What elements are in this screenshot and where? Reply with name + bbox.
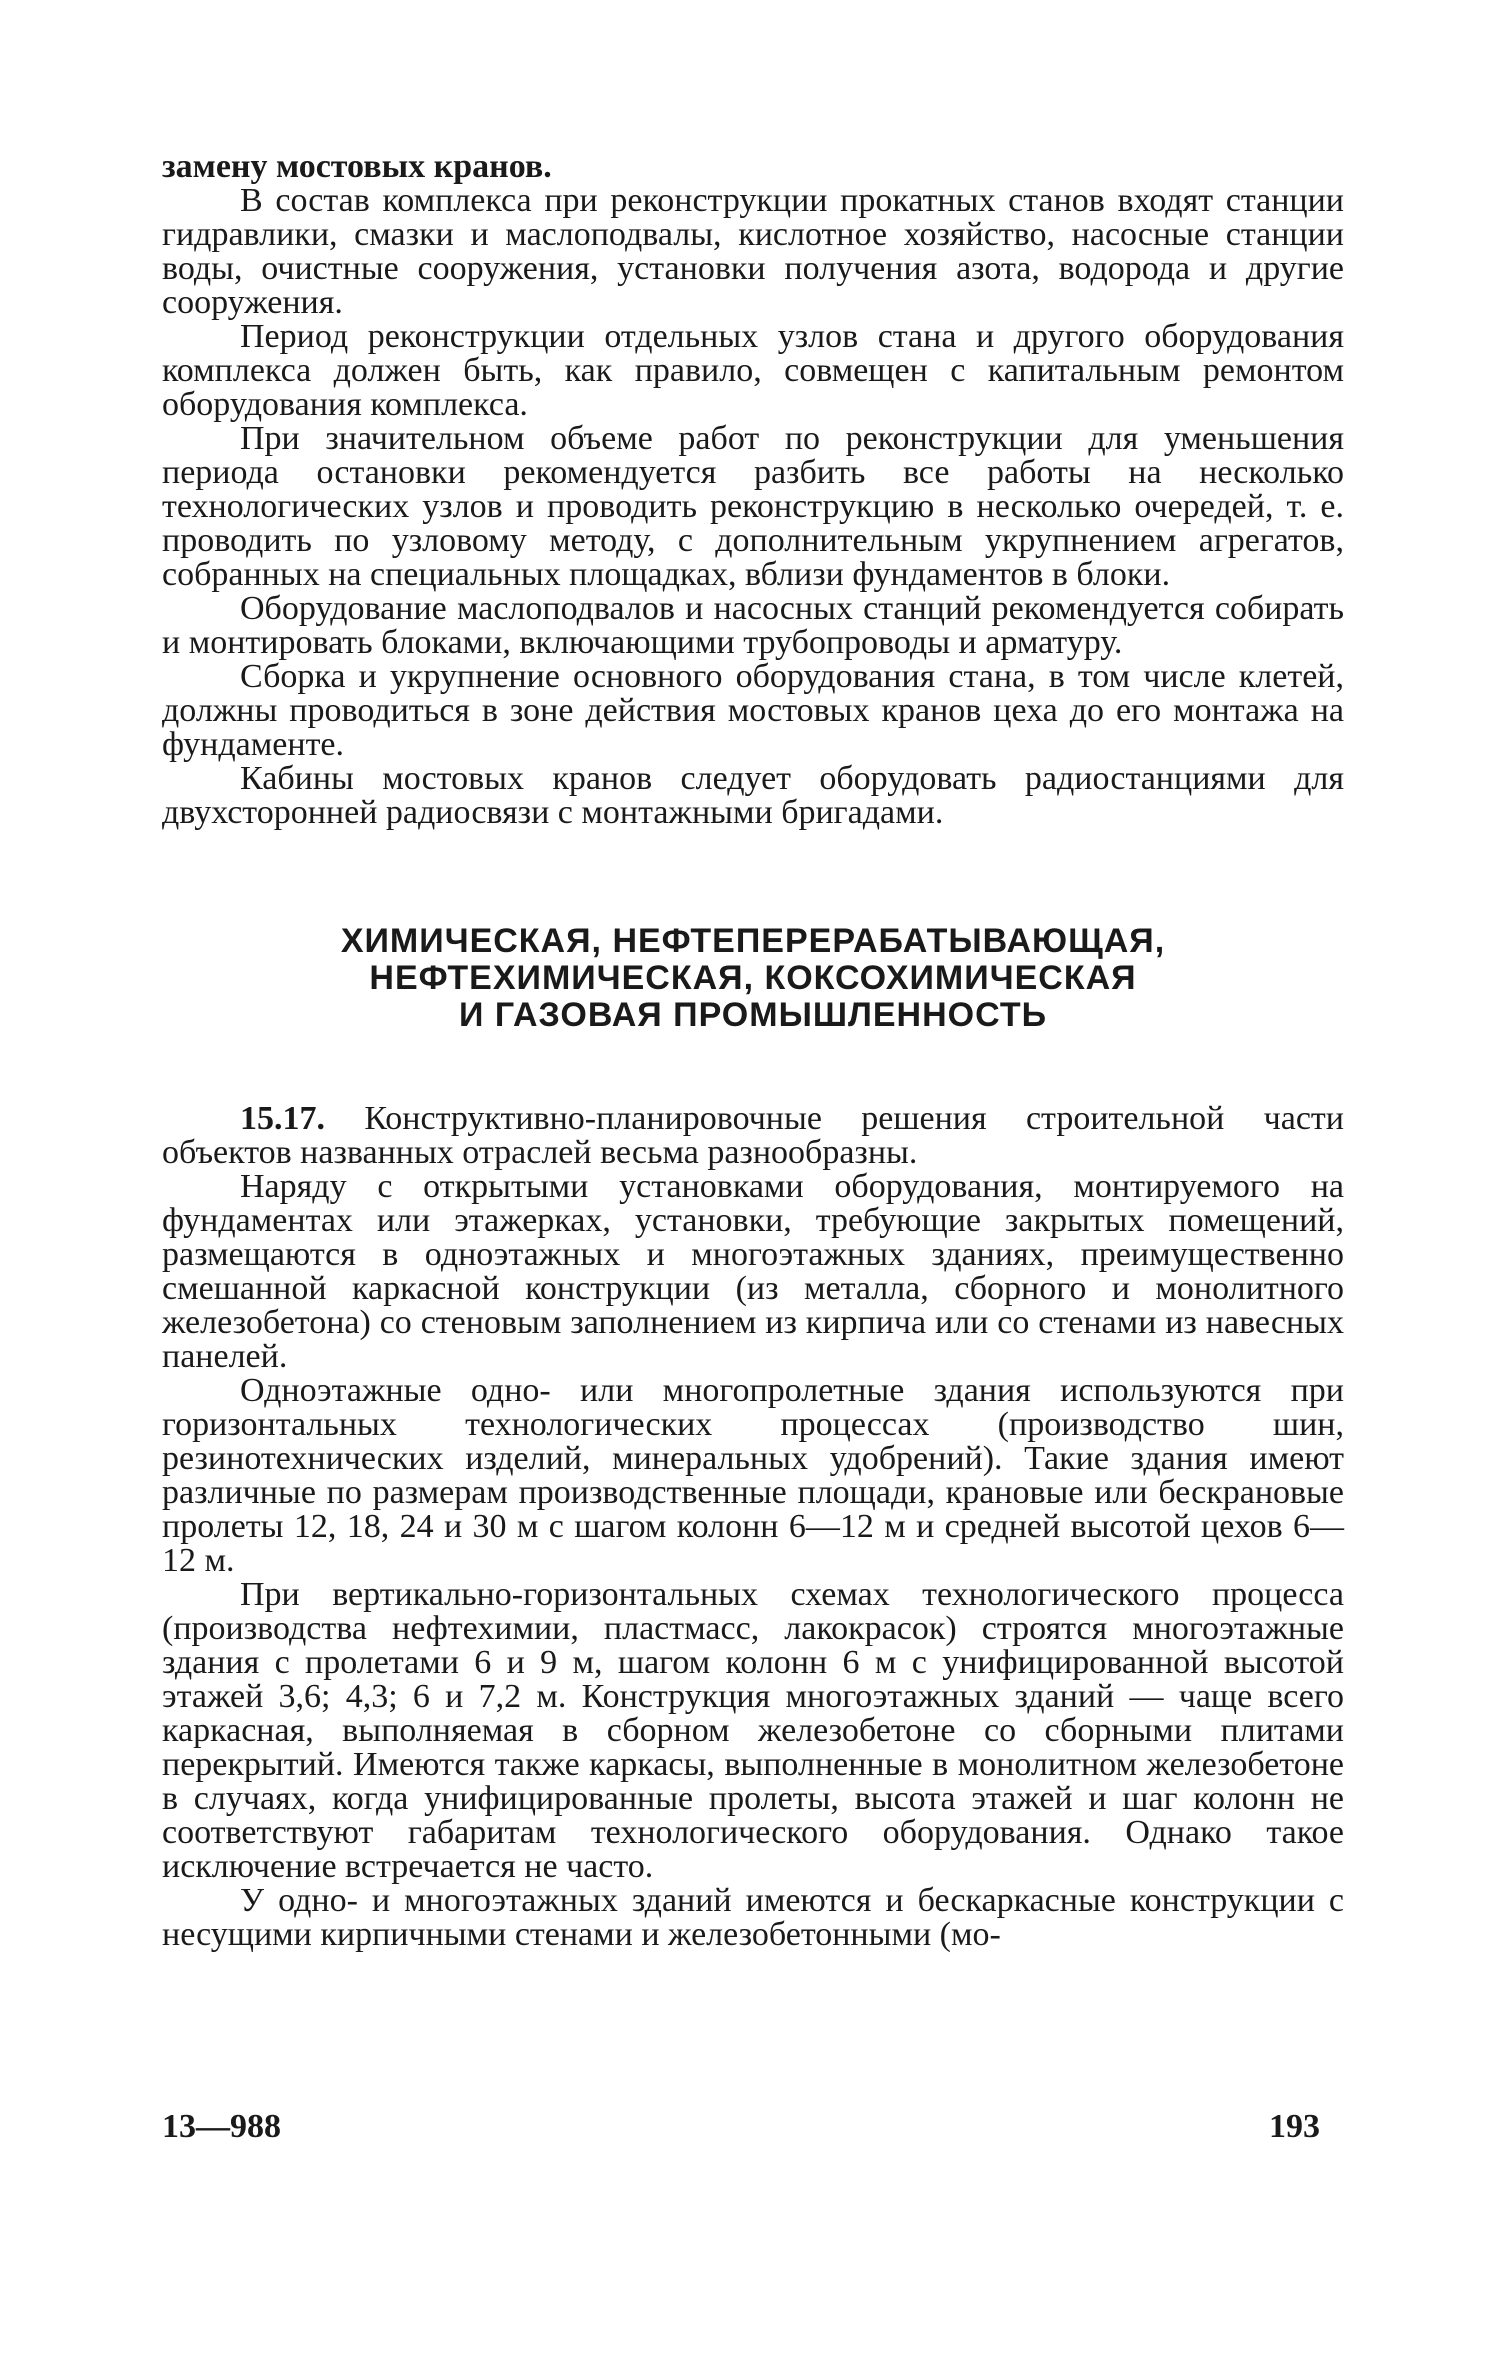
paragraph-top-3: При значительном объеме работ по реконструкции для уменьшения периода остановки рекомендуется разбить все работы на несколько технологических узлов и проводить реконструкцию в несколько очередей, т. е. проводить по узловому методу, с дополнительным укрупнением агрегатов, собранных на специальных площадках, вблизи фундаментов в блоки.	[162, 420, 1344, 593]
paragraph-bottom-4: У одно- и многоэтажных зданий имеются и бескаркасные конструкции с несущими кирпичными стенами и железобетонными (мо-	[162, 1882, 1344, 1953]
paragraph-top-1: В состав комплекса при реконструкции прокатных станов входят станции гидравлики, смазки и маслоподвалы, кислотное хозяйство, насосные станции воды, очистные сооружения, установки получения азота, водорода и другие сооружения.	[162, 182, 1344, 321]
intro-fragment: замену мостовых кранов.	[162, 148, 552, 185]
paragraph-bottom-2: Одноэтажные одно- или многопролетные здания используются при горизонтальных технологических процессах (производство шин, резинотехнических изделий, минеральных удобрений). Такие здания имеют различные по размерам производственные площади, крановые или бескрановые пролеты 12, 18, 24 и 30 м с шагом колонн 6—12 м и средней высотой цехов 6—12 м.	[162, 1372, 1344, 1579]
paragraph-top-4: Оборудование маслоподвалов и насосных станций рекомендуется собирать и монтировать блоками, включающими трубопроводы и арматуру.	[162, 590, 1344, 661]
heading-line-2: НЕФТЕХИМИЧЕСКАЯ, КОКСОХИМИЧЕСКАЯ	[369, 959, 1137, 997]
signature-mark: 13—988	[162, 2108, 281, 2145]
page-number: 193	[1269, 2108, 1320, 2145]
section-number: 15.17.	[240, 1100, 325, 1137]
paragraph-top-6: Кабины мостовых кранов следует оборудовать радиостанциями для двухсторонней радиосвязи с монтажными бригадами.	[162, 760, 1344, 831]
paragraph-bottom-3: При вертикально-горизонтальных схемах технологического процесса (производства нефтехимии, пластмасс, лакокрасок) строятся многоэтажные здания с пролетами 6 и 9 м, шагом колонн 6 м с унифицированной высотой этажей 3,6; 4,3; 6 и 7,2 м. Конструкция многоэтажных зданий — чаще всего каркасная, выполняемая в сборном железобетоне со сборными плитами перекрытий. Имеются также каркасы, выполненные в монолитном железобетоне в случаях, когда унифицированные пролеты, высота этажей и шаг колонн не соответствуют габаритам технологического оборудования. Однако такое исключение встречается не часто.	[162, 1576, 1344, 1885]
paragraph-top-5: Сборка и укрупнение основного оборудования стана, в том числе клетей, должны проводиться в зоне действия мостовых кранов цеха до его монтажа на фундаменте.	[162, 658, 1344, 763]
section-first-text: Конструктивно-планировочные решения строительной части объектов названных отраслей весьма разнообразны.	[162, 1100, 1344, 1171]
page-body	[162, 150, 1344, 1952]
section-heading	[162, 923, 1344, 1034]
paragraph-top-2: Период реконструкции отдельных узлов стана и другого оборудования комплекса должен быть, как правило, совмещен с капитальным ремонтом оборудования комплекса.	[162, 318, 1344, 423]
heading-line-1: ХИМИЧЕСКАЯ, НЕФТЕПЕРЕРАБАТЫВАЮЩАЯ,	[340, 922, 1166, 960]
section-first-paragraph	[162, 1102, 1344, 1170]
paragraph-bottom-1: Наряду с открытыми установками оборудования, монтируемого на фундаментах или этажерках, установки, требующие закрытых помещений, размещаются в одноэтажных и многоэтажных зданиях, преимущественно смешанной каркасной конструкции (из металла, сборного и монолитного железобетона) со стеновым заполнением из кирпича или со стенами из навесных панелей.	[162, 1168, 1344, 1375]
heading-line-3: И ГАЗОВАЯ ПРОМЫШЛЕННОСТЬ	[458, 996, 1048, 1034]
